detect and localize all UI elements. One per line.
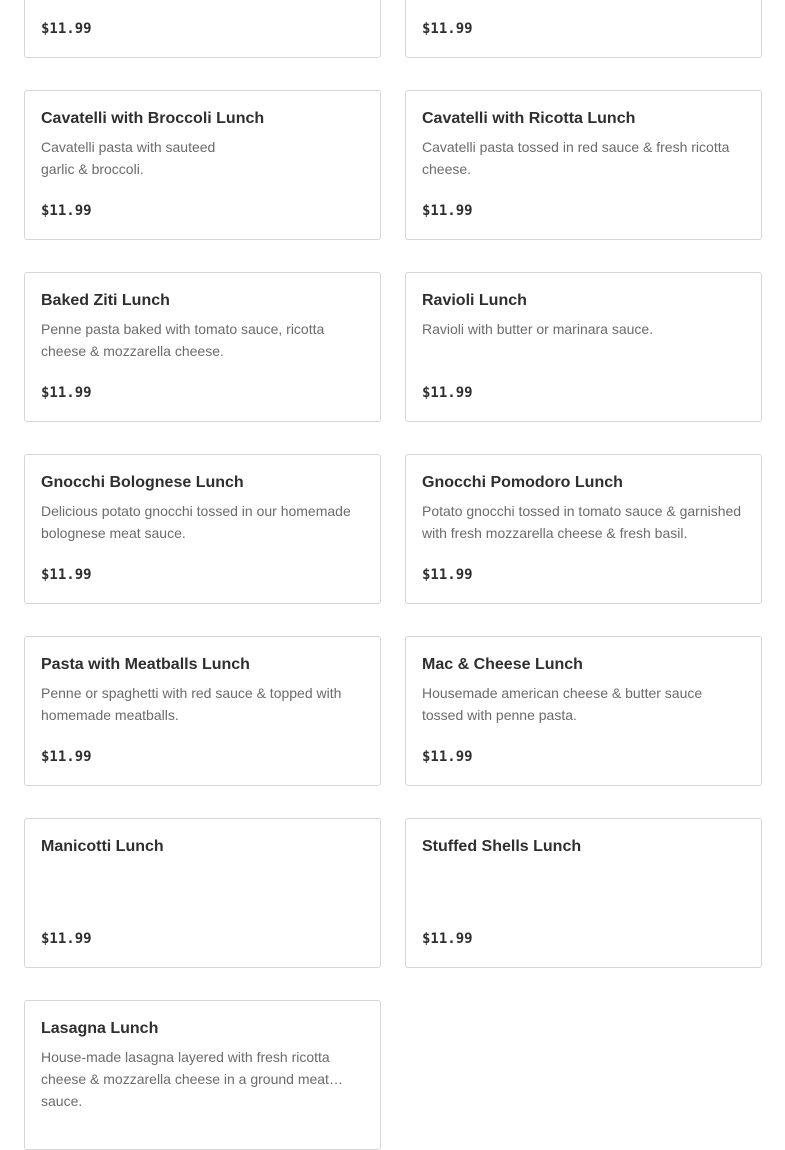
menu-item-title: Mac & Cheese Lunch xyxy=(422,656,583,673)
menu-item-price: $11.99 xyxy=(41,21,92,37)
menu-item-price: $11.99 xyxy=(41,931,92,947)
menu-item-title: Manicotti Lunch xyxy=(41,838,164,855)
menu-item-title: Gnocchi Pomodoro Lunch xyxy=(422,474,623,491)
menu-item-title: Cavatelli with Broccoli Lunch xyxy=(41,110,265,127)
menu-item-price: $11.99 xyxy=(422,749,473,765)
menu-item-title: Cavatelli with Ricotta Lunch xyxy=(422,110,636,127)
menu-item-card[interactable] xyxy=(24,90,381,240)
menu-item-description: Penne pasta baked with tomato sauce, ricotta cheese & mozzarella cheese. xyxy=(41,321,325,359)
menu-item-price: $11.99 xyxy=(41,749,92,765)
menu-item-price: $11.99 xyxy=(422,567,473,583)
menu-item-price: $11.99 xyxy=(422,203,473,219)
menu-item-description: Penne or spaghetti with red sauce & topped with homemade meatballs. xyxy=(41,685,342,723)
menu-item-card[interactable] xyxy=(405,818,762,968)
menu-item-description: Potato gnocchi tossed in tomato sauce & garnished with fresh mozzarella cheese & fresh basil. xyxy=(422,503,742,541)
menu-item-title: Ravioli Lunch xyxy=(422,292,527,309)
menu-item-price: $11.99 xyxy=(41,203,92,219)
menu-item-description: House-made lasagna layered with fresh ricotta cheese & mozzarella cheese in a ground meat sauce. xyxy=(41,1049,330,1109)
menu-item-price: $11.99 xyxy=(41,385,92,401)
menu-item-title: Stuffed Shells Lunch xyxy=(422,838,582,855)
menu-item-card[interactable] xyxy=(24,0,381,58)
menu-item-card[interactable] xyxy=(24,454,381,604)
menu-item-card[interactable] xyxy=(405,272,762,422)
menu-item-title: Lasagna Lunch xyxy=(41,1020,159,1037)
menu-item-card[interactable] xyxy=(405,454,762,604)
menu-item-description: Cavatelli pasta tossed in red sauce & fresh ricotta cheese. xyxy=(422,139,730,177)
menu-item-price: $11.99 xyxy=(422,21,473,37)
menu-item-description: Housemade american cheese & butter sauce tossed with penne pasta. xyxy=(422,685,703,723)
menu-item-title: Pasta with Meatballs Lunch xyxy=(41,656,250,673)
menu-item-description: Delicious potato gnocchi tossed in our homemade bolognese meat sauce. xyxy=(41,503,351,541)
menu-item-card[interactable] xyxy=(405,90,762,240)
menu-item-card[interactable] xyxy=(405,0,762,58)
menu-item-description: Cavatelli pasta with sauteed garlic & broccoli. xyxy=(41,139,216,177)
menu-item-card[interactable] xyxy=(24,636,381,786)
menu-item-card[interactable] xyxy=(24,818,381,968)
menu-item-title: Baked Ziti Lunch xyxy=(41,292,170,309)
menu-item-description: Ravioli with butter or marinara sauce. xyxy=(422,321,654,337)
menu-item-card[interactable] xyxy=(24,272,381,422)
menu-item-card[interactable] xyxy=(405,636,762,786)
menu-item-price: $11.99 xyxy=(422,385,473,401)
menu-item-card[interactable] xyxy=(24,1000,381,1150)
menu-item-price: $11.99 xyxy=(41,567,92,583)
menu-item-price: $11.99 xyxy=(422,931,473,947)
menu-item-title: Gnocchi Bolognese Lunch xyxy=(41,474,244,491)
